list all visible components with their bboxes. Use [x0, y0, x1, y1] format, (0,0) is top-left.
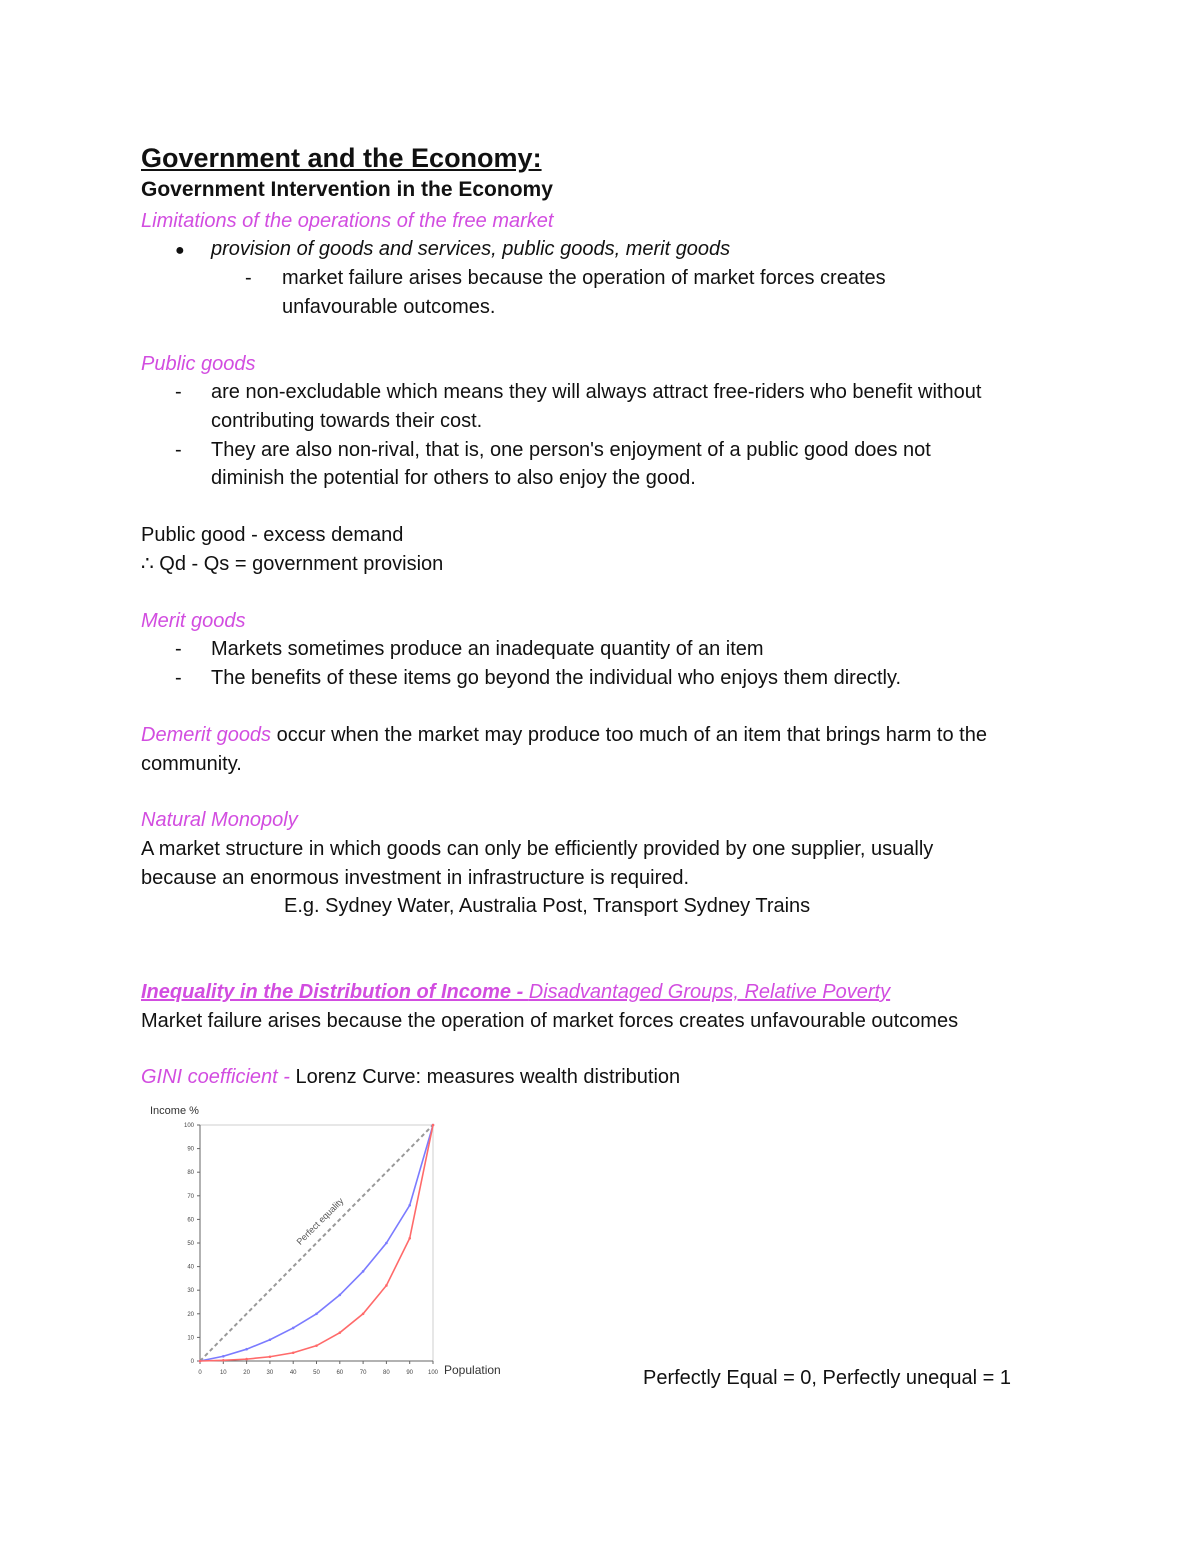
limitations-heading: Limitations of the operations of the free market: [141, 210, 554, 232]
dash-marker: -: [175, 439, 182, 461]
series-1-point: [362, 1270, 365, 1273]
gini-note: Perfectly Equal = 0, Perfectly unequal = 1: [643, 1367, 1011, 1389]
chart-series: [199, 1124, 435, 1363]
series-2-point: [245, 1358, 248, 1361]
dash-marker: -: [175, 381, 182, 403]
series-1-point: [315, 1313, 318, 1316]
y-tick-label: 90: [187, 1146, 194, 1153]
inequality-heading: [141, 978, 890, 1007]
natural-monopoly-text: because an enormous investment in infrastructure is required.: [141, 867, 690, 889]
dash-marker: -: [175, 638, 182, 660]
excess-demand-line: Public good - excess demand: [141, 524, 404, 546]
bullet-dot: ●: [175, 242, 185, 259]
dash-marker: -: [175, 667, 182, 689]
series-2-point: [292, 1351, 295, 1354]
series-1-point: [385, 1242, 388, 1245]
series-2-point: [385, 1284, 388, 1287]
excess-demand-formula: ∴ Qd - Qs = government provision: [141, 553, 444, 575]
public-goods-item: are non-excludable which means they will always attract free-riders who benefit without: [211, 381, 982, 403]
page-title: Government and the Economy:: [141, 143, 542, 173]
merit-goods-heading: Merit goods: [141, 610, 246, 632]
y-tick-label: 30: [187, 1288, 194, 1295]
merit-goods-item: The benefits of these items go beyond the individual who enjoys them directly.: [211, 667, 902, 689]
series-1-point: [269, 1338, 272, 1341]
series-2-point: [432, 1124, 435, 1127]
x-tick-label: 100: [427, 1370, 439, 1376]
y-tick-label: 80: [187, 1170, 194, 1177]
series-2-point: [269, 1355, 272, 1358]
chart-xlabel: Population: [444, 1363, 501, 1377]
series-1-point: [245, 1348, 248, 1351]
series-2-point: [315, 1344, 318, 1347]
series-line-0: [200, 1125, 433, 1361]
series-1-point: [222, 1355, 225, 1358]
limitations-sub-line: unfavourable outcomes.: [282, 296, 496, 318]
merit-goods-item: Markets sometimes produce an inadequate quantity of an item: [211, 638, 764, 660]
demerit-paragraph: [141, 721, 987, 750]
natural-monopoly-heading: Natural Monopoly: [141, 809, 298, 831]
y-tick-label: 10: [187, 1335, 194, 1342]
x-tick-label: 90: [406, 1370, 414, 1376]
lorenz-curve-chart: [140, 1098, 520, 1388]
y-tick-label: 40: [187, 1264, 194, 1271]
limitations-sub-line: market failure arises because the operation of market forces creates: [282, 267, 886, 289]
series-2-point: [362, 1313, 365, 1316]
public-goods-item: contributing towards their cost.: [211, 410, 483, 432]
y-tick-label: 100: [183, 1123, 194, 1129]
y-tick-label: 20: [187, 1311, 194, 1318]
page-subtitle: Government Intervention in the Economy: [141, 178, 553, 201]
natural-monopoly-text: A market structure in which goods can only be efficiently provided by one supplier, usually: [141, 838, 934, 860]
y-tick-label: 0: [190, 1359, 194, 1365]
series-2-point: [199, 1360, 202, 1363]
gini-text: Lorenz Curve: measures wealth distribution: [295, 1066, 681, 1088]
gini-line: [141, 1063, 680, 1092]
inequality-heading-sub: Disadvantaged Groups, Relative Poverty: [528, 981, 891, 1003]
public-goods-item: They are also non-rival, that is, one person's enjoyment of a public good does not: [211, 439, 931, 461]
dash-marker: -: [245, 267, 252, 289]
y-tick-label: 50: [187, 1241, 194, 1247]
inequality-text: Market failure arises because the operation of market forces creates unfavourable outcomes: [141, 1010, 959, 1032]
x-tick-label: 40: [289, 1370, 297, 1376]
x-tick-label: 10: [219, 1370, 227, 1376]
x-tick-label: 30: [266, 1370, 274, 1376]
public-goods-heading: Public goods: [141, 353, 256, 375]
series-1-point: [408, 1204, 411, 1207]
y-tick-label: 70: [187, 1193, 194, 1200]
inequality-heading-bold: Inequality in the Distribution of Income -: [141, 981, 529, 1003]
natural-monopoly-example: E.g. Sydney Water, Australia Post, Transport Sydney Trains: [284, 895, 811, 917]
demerit-text-cont: community.: [141, 753, 242, 775]
series-1-point: [339, 1294, 342, 1297]
x-tick-label: 20: [243, 1370, 250, 1376]
limitations-bullet: provision of goods and services, public goods, merit goods: [211, 238, 731, 260]
series-1-point: [292, 1327, 295, 1330]
series-2-point: [408, 1237, 411, 1240]
x-tick-label: 70: [359, 1370, 367, 1376]
demerit-text: occur when the market may produce too much of an item that brings harm to the: [271, 724, 987, 746]
x-tick-label: 50: [313, 1370, 320, 1376]
series-2-point: [339, 1331, 342, 1334]
y-tick-label: 60: [187, 1217, 194, 1224]
x-tick-label: 0: [198, 1370, 202, 1376]
gini-label: GINI coefficient -: [141, 1066, 296, 1088]
public-goods-item: diminish the potential for others to also enjoy the good.: [211, 467, 696, 489]
x-tick-label: 60: [336, 1370, 344, 1376]
x-tick-label: 80: [383, 1370, 390, 1376]
series-2-point: [222, 1359, 225, 1362]
chart-annotation: Perfect equality: [294, 1195, 346, 1247]
chart-ylabel: Income %: [150, 1105, 199, 1117]
demerit-label: Demerit goods: [141, 724, 272, 746]
